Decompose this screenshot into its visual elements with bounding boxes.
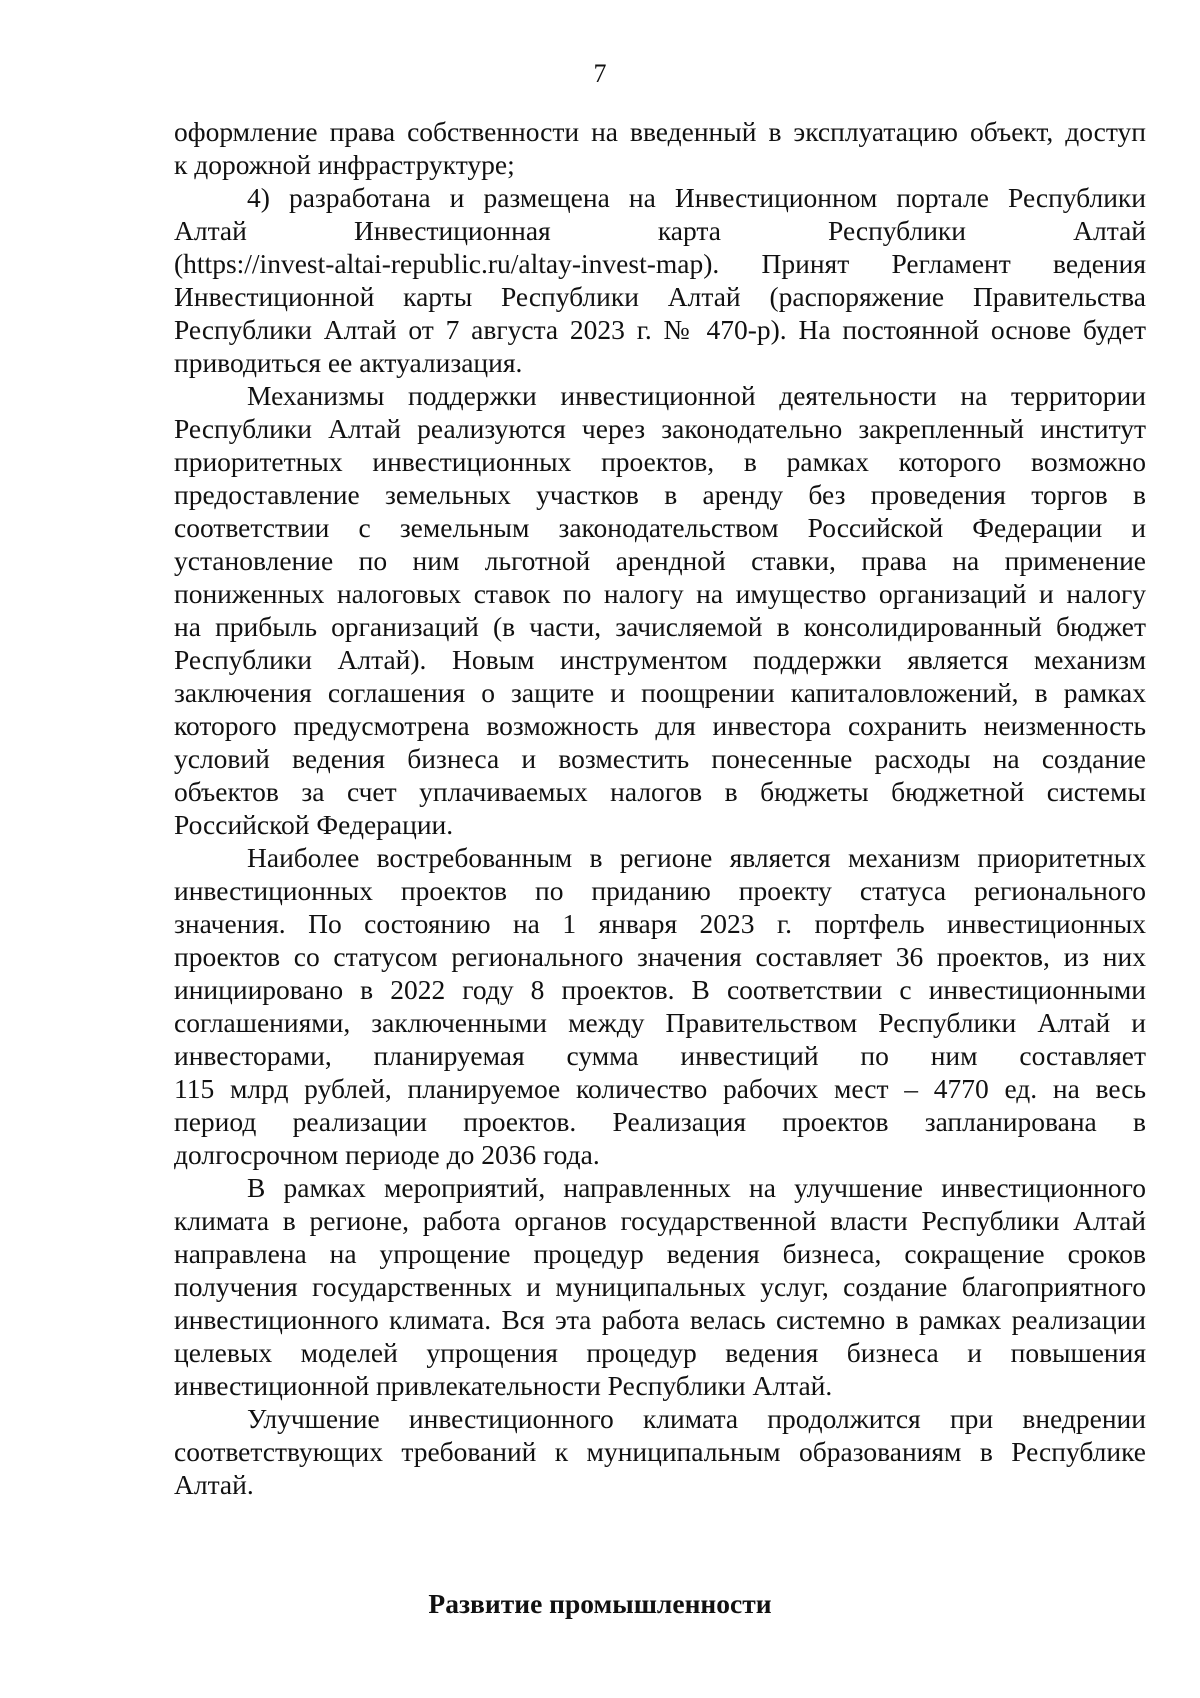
text-line: заключения соглашения о защите и поощрении капиталовложений, в рамках <box>174 677 1146 708</box>
paragraph <box>174 379 1146 841</box>
paragraph <box>174 841 1146 1171</box>
text-line: В рамках мероприятий, направленных на улучшение инвестиционного <box>247 1172 1146 1203</box>
text-line: инициировано в 2022 году 8 проектов. В соответствии с инвестиционными <box>174 974 1146 1005</box>
text-line: Российской Федерации. <box>174 809 454 840</box>
text-line: Алтай. <box>174 1469 254 1500</box>
text-line: инвестиционного климата. Вся эта работа велась системно в рамках реализации <box>174 1304 1146 1335</box>
text-line: Улучшение инвестиционного климата продолжится при внедрении <box>247 1403 1146 1434</box>
text-line: целевых моделей упрощения процедур ведения бизнеса и повышения <box>174 1337 1146 1368</box>
text-line: пониженных налоговых ставок по налогу на имущество организаций и налогу <box>174 578 1146 609</box>
text-line: климата в регионе, работа органов государственной власти Республики Алтай <box>174 1205 1146 1236</box>
text-line: условий ведения бизнеса и возместить понесенные расходы на создание <box>174 743 1146 774</box>
text-line: получения государственных и муниципальных услуг, создание благоприятного <box>174 1271 1146 1302</box>
text-line: направлена на упрощение процедур ведения бизнеса, сокращение сроков <box>174 1238 1146 1269</box>
text-line: соответствии с земельным законодательством Российской Федерации и <box>174 512 1146 543</box>
text-line: Наиболее востребованным в регионе является механизм приоритетных <box>247 842 1146 873</box>
text-line: которого предусмотрена возможность для инвестора сохранить неизменность <box>174 710 1146 741</box>
text-line: значения. По состоянию на 1 января 2023 г. портфель инвестиционных <box>174 908 1146 939</box>
text-line: предоставление земельных участков в аренду без проведения торгов в <box>174 479 1146 510</box>
text-line: Механизмы поддержки инвестиционной деятельности на территории <box>247 380 1146 411</box>
text-line: долгосрочном периоде до 2036 года. <box>174 1139 600 1170</box>
paragraph <box>174 1171 1146 1402</box>
text-line: на прибыль организаций (в части, зачисляемой в консолидированный бюджет <box>174 611 1146 642</box>
text-line: период реализации проектов. Реализация проектов запланирована в <box>174 1106 1146 1137</box>
text-line: Алтай Инвестиционная карта Республики Алтай <box>174 215 1146 246</box>
text-line: (https://invest-altai-republic.ru/altay-invest-map). Принят Регламент ведения <box>174 248 1146 279</box>
text-line: к дорожной инфраструктуре; <box>174 149 515 180</box>
text-line: приоритетных инвестиционных проектов, в рамках которого возможно <box>174 446 1146 477</box>
section-heading: Развитие промышленности <box>428 1588 772 1619</box>
page-number: 7 <box>593 59 607 88</box>
text-line: установление по ним льготной арендной ставки, права на применение <box>174 545 1146 576</box>
text-line: проектов со статусом регионального значения составляет 36 проектов, из них <box>174 941 1146 972</box>
text-line: инвесторами, планируемая сумма инвестиций по ним составляет <box>174 1040 1146 1071</box>
text-line: Республики Алтай). Новым инструментом поддержки является механизм <box>174 644 1146 675</box>
paragraph <box>174 1402 1146 1501</box>
text-line: инвестиционных проектов по приданию проекту статуса регионального <box>174 875 1146 906</box>
text-line: оформление права собственности на введенный в эксплуатацию объект, доступ <box>174 116 1146 147</box>
text-line: инвестиционной привлекательности Республики Алтай. <box>174 1370 833 1401</box>
text-line: объектов за счет уплачиваемых налогов в бюджеты бюджетной системы <box>174 776 1146 807</box>
text-line: Республики Алтай реализуются через законодательно закрепленный институт <box>174 413 1146 444</box>
text-line: 4) разработана и размещена на Инвестиционном портале Республики <box>247 182 1146 213</box>
paragraph <box>174 181 1146 379</box>
text-line: приводиться ее актуализация. <box>174 347 523 378</box>
paragraph <box>174 115 1146 181</box>
text-line: соответствующих требований к муниципальным образованиям в Республике <box>174 1436 1146 1467</box>
text-line: Республики Алтай от 7 августа 2023 г. № 470-р). На постоянной основе будет <box>174 314 1146 345</box>
text-line: 115 млрд рублей, планируемое количество рабочих мест – 4770 ед. на весь <box>174 1073 1146 1104</box>
text-line: соглашениями, заключенными между Правительством Республики Алтай и <box>174 1007 1146 1038</box>
document-body <box>174 115 1146 1501</box>
text-line: Инвестиционной карты Республики Алтай (распоряжение Правительства <box>174 281 1146 312</box>
